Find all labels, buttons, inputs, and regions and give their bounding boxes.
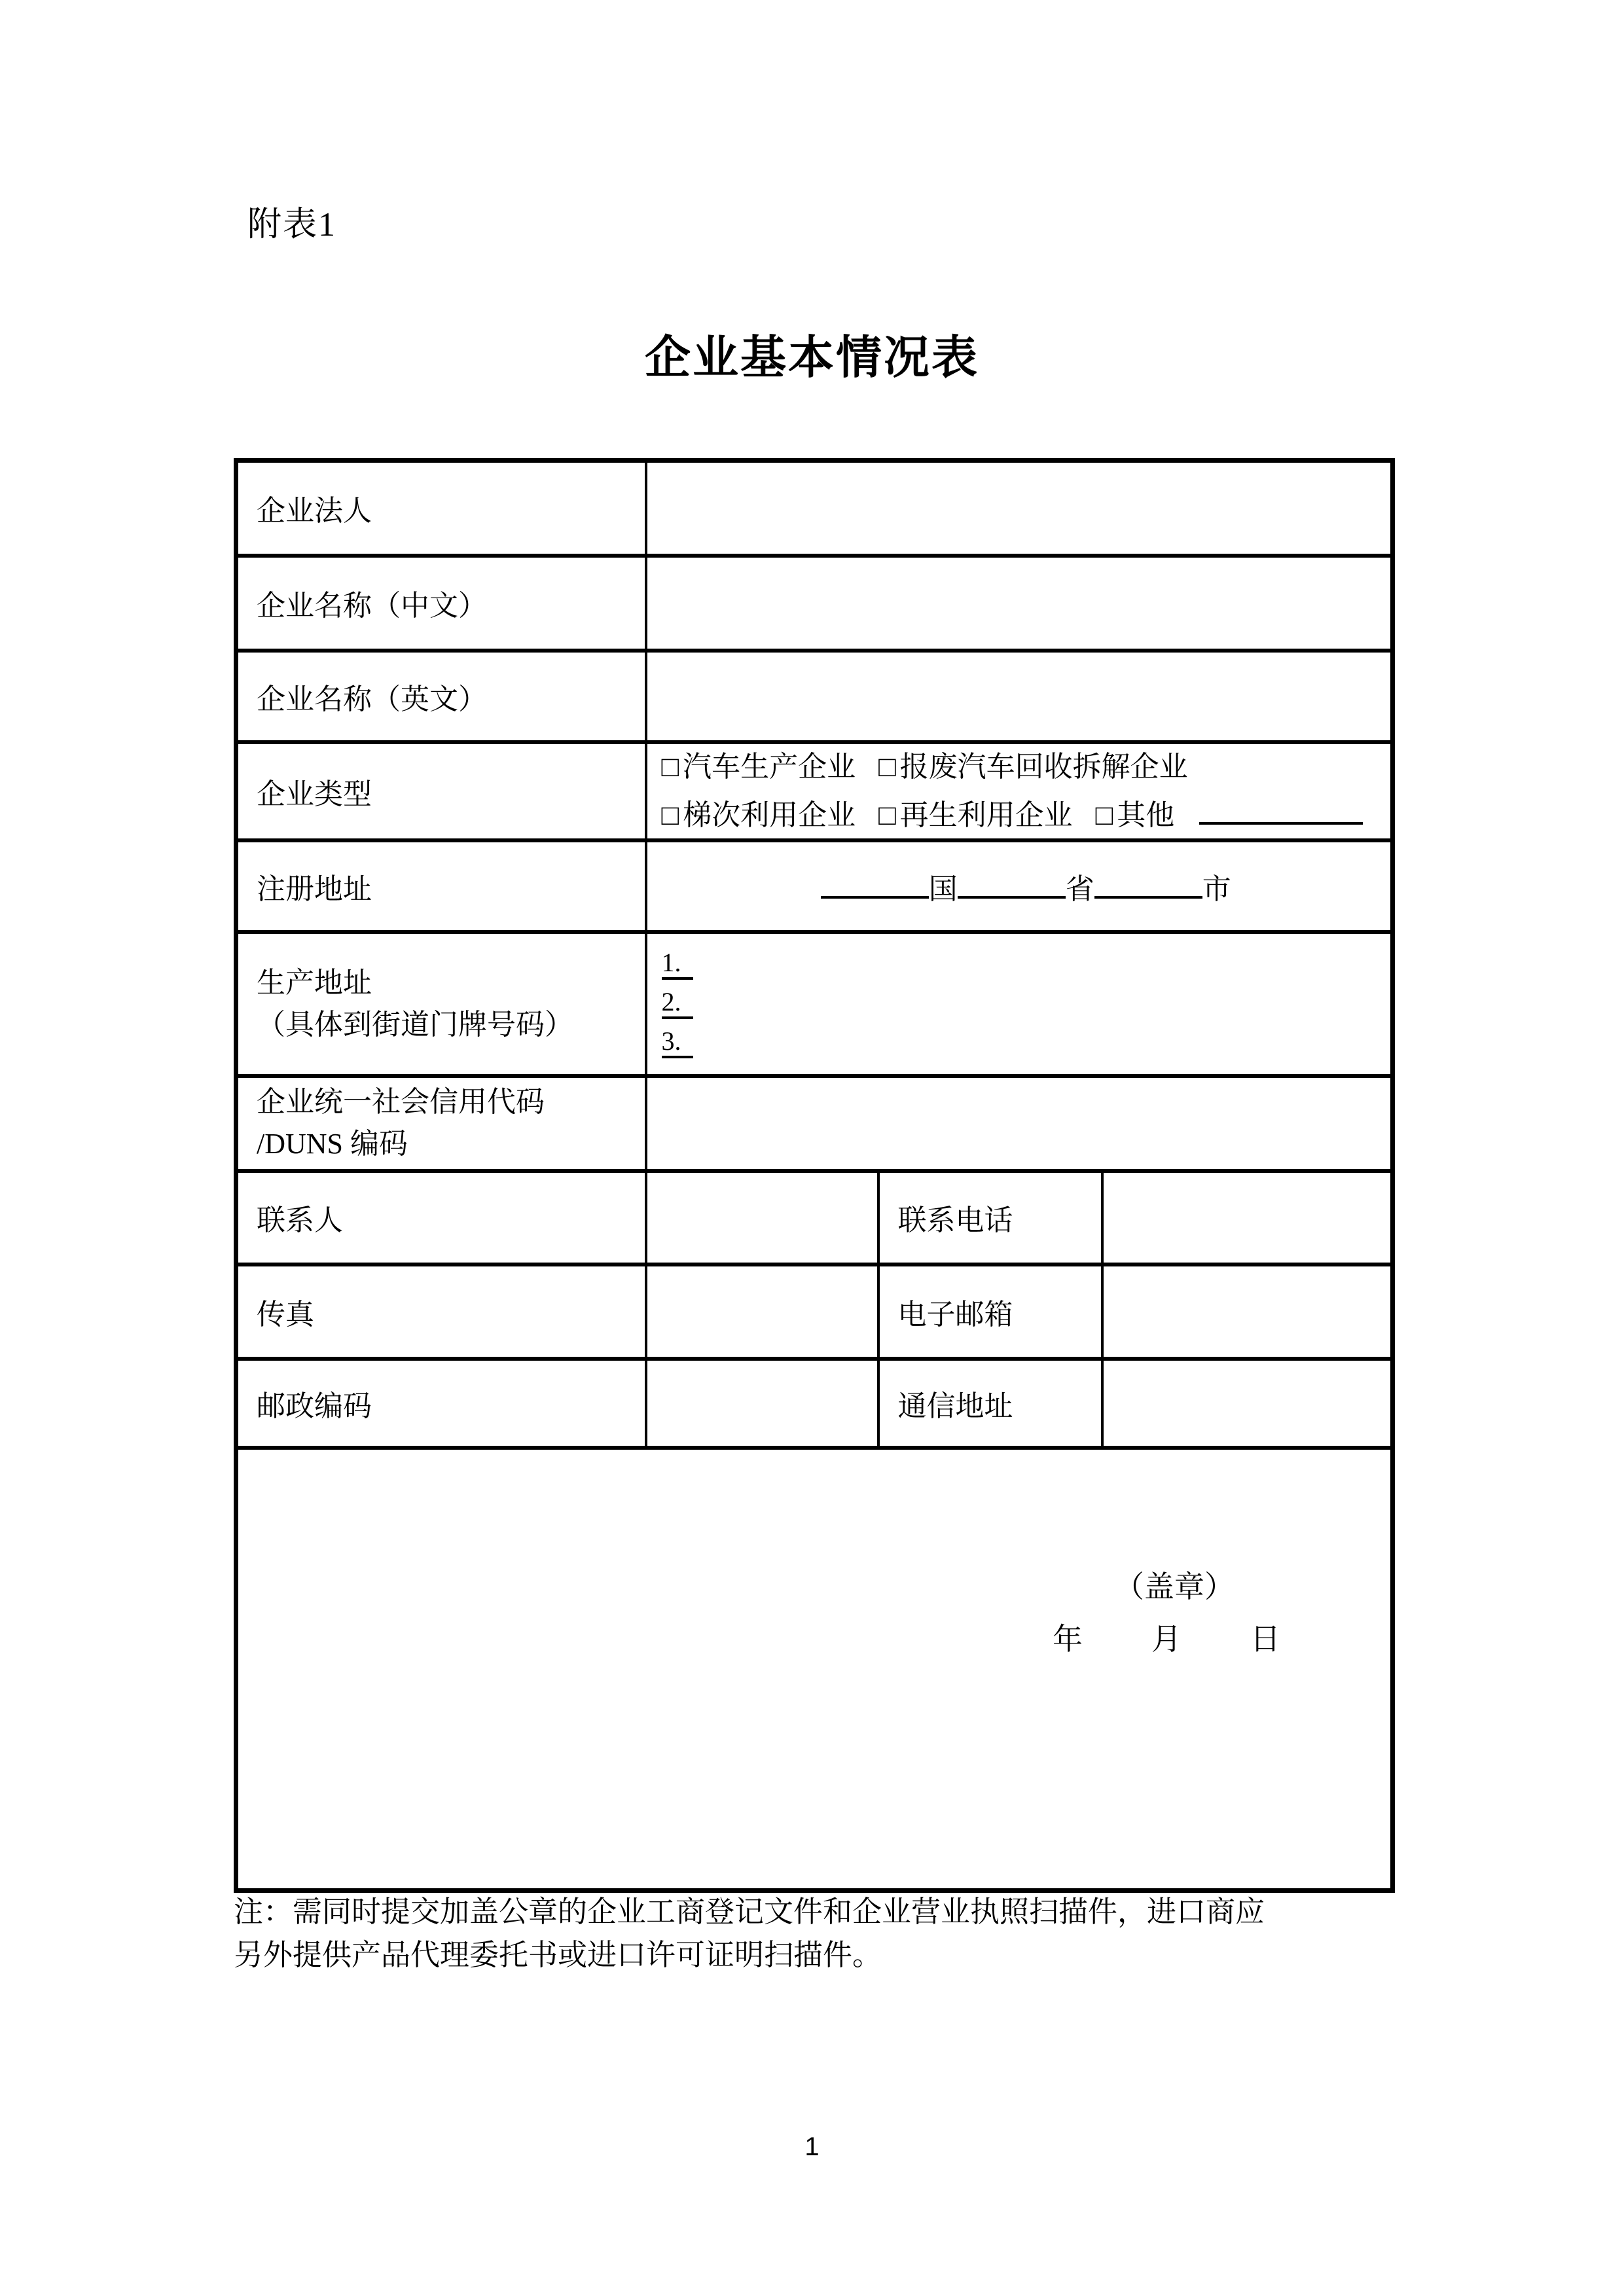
row-label-fax: 传真	[236, 1265, 646, 1359]
row-label-contact-person: 联系人	[236, 1171, 646, 1265]
input-cell-name-en	[646, 651, 1393, 742]
row-label-production-address	[236, 932, 646, 1076]
date-day-label: 日	[1250, 1622, 1281, 1656]
option-recycling-dismantling	[878, 751, 1188, 783]
input-cell-mailing-address	[1102, 1359, 1393, 1448]
credit-code-cell	[646, 1076, 1393, 1171]
production-address-item: 2.	[662, 989, 1391, 1019]
attachment-label: 附表1	[247, 206, 337, 243]
production-address-cell	[646, 932, 1393, 1076]
row-label-email: 电子邮箱	[878, 1265, 1102, 1359]
page-title: 企业基本情况表	[645, 333, 979, 384]
footnote-line2: 另外提供产品代理委托书或进口许可证明扫描件。	[234, 1939, 882, 1971]
input-cell-contact-person	[646, 1171, 878, 1265]
address-segment-city: 市	[1202, 872, 1231, 905]
input-cell-postal-code	[646, 1359, 878, 1448]
credit-code-label-line2: /DUNS 编码	[257, 1128, 408, 1160]
input-cell-fax	[646, 1265, 878, 1359]
option-other	[1096, 799, 1175, 831]
checkbox-icon: □	[878, 798, 896, 831]
date-year-label: 年	[1053, 1622, 1083, 1656]
blank-underline-city	[1094, 872, 1202, 899]
table-row	[236, 1359, 1393, 1448]
option-label: 其他	[1117, 798, 1175, 831]
table-row	[236, 932, 1393, 1076]
table-row	[236, 1265, 1393, 1359]
footnote-line1: 注：需同时提交加盖公章的企业工商登记文件和企业营业执照扫描件，进口商应	[234, 1895, 1265, 1928]
row-label-legal-person: 企业法人	[236, 461, 646, 556]
date-line	[1053, 1615, 1280, 1659]
production-address-label: 生产地址	[257, 966, 372, 999]
table-row	[236, 651, 1393, 742]
checkbox-icon: □	[1095, 798, 1113, 831]
table-row	[236, 840, 1393, 932]
row-label-postal-code: 邮政编码	[236, 1359, 646, 1448]
company-type-line1	[661, 750, 1391, 783]
option-cascade-use	[662, 799, 856, 831]
checkbox-icon: □	[878, 750, 896, 783]
company-type-options-cell	[646, 742, 1393, 840]
table-row	[236, 742, 1393, 840]
row-label-credit-code	[236, 1076, 646, 1171]
option-auto-producer	[662, 751, 856, 783]
table-row	[236, 461, 1393, 556]
signature-cell	[236, 1448, 1393, 1891]
footnote	[234, 1890, 1405, 1977]
table-row	[236, 556, 1393, 651]
checkbox-icon: □	[661, 798, 679, 831]
row-label-name-cn: 企业名称（中文）	[236, 556, 646, 651]
blank-underline-country	[821, 872, 929, 899]
option-label: 汽车生产企业	[683, 750, 856, 783]
row-label-registered-address: 注册地址	[236, 840, 646, 932]
input-cell-name-cn	[646, 556, 1393, 651]
date-month-label: 月	[1151, 1622, 1182, 1656]
enterprise-info-table	[234, 458, 1395, 1893]
option-label: 报废汽车回收拆解企业	[899, 750, 1188, 783]
row-label-name-en: 企业名称（英文）	[236, 651, 646, 742]
registered-address-cell	[646, 840, 1393, 932]
table-row	[236, 1076, 1393, 1171]
input-cell-email	[1102, 1265, 1393, 1359]
production-address-item: 1.	[662, 950, 1391, 980]
option-label: 再生利用企业	[899, 798, 1073, 831]
table-row	[236, 1448, 1393, 1891]
checkbox-icon: □	[661, 750, 679, 783]
option-label: 梯次利用企业	[683, 798, 856, 831]
address-segment-province: 省	[1065, 872, 1094, 905]
table-row	[236, 1171, 1393, 1265]
address-segment-country: 国	[928, 872, 958, 905]
blank-underline-province	[958, 872, 1066, 899]
row-label-mailing-address: 通信地址	[878, 1359, 1102, 1448]
blank-underline-other	[1199, 798, 1363, 825]
input-cell-legal-person	[646, 461, 1393, 556]
option-regeneration-use	[878, 799, 1073, 831]
row-label-company-type: 企业类型	[236, 742, 646, 840]
row-label-contact-phone: 联系电话	[878, 1171, 1102, 1265]
credit-code-label-line1: 企业统一社会信用代码	[257, 1086, 545, 1119]
company-type-line2	[662, 798, 1391, 830]
page-number: 1	[804, 2132, 820, 2161]
production-address-item: 3.	[662, 1028, 1391, 1058]
input-cell-contact-phone	[1102, 1171, 1393, 1265]
stamp-label: （盖章）	[1114, 1570, 1235, 1604]
production-address-sublabel: （具体到街道门牌号码）	[257, 1008, 573, 1041]
